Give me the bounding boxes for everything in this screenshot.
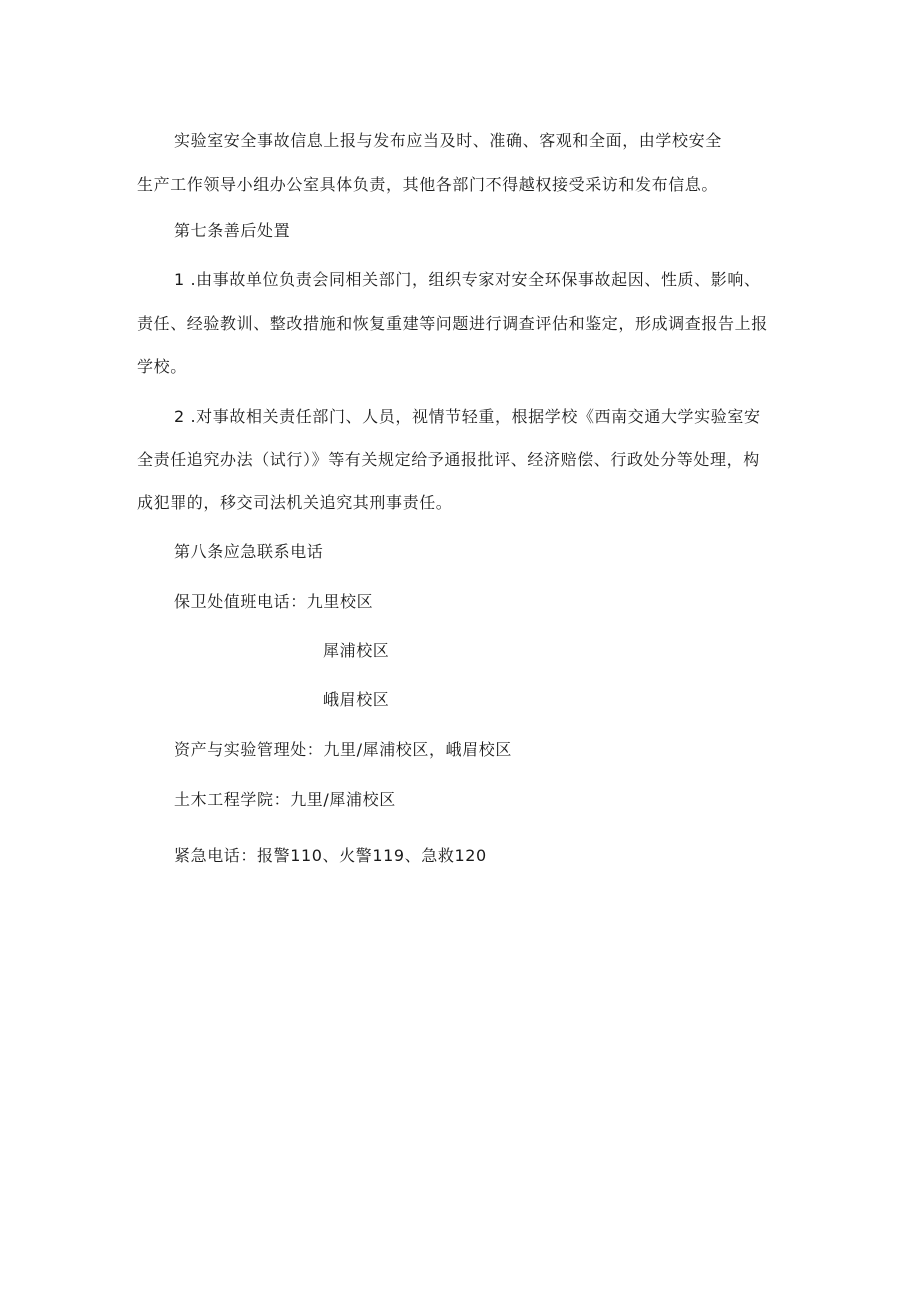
contact-xipu-campus: 犀浦校区 [323, 641, 390, 660]
item-2-line-3: 成犯罪的，移交司法机关追究其刑事责任。 [137, 493, 453, 512]
item-2-line-2: 全责任追究办法（试行）》等有关规定给予通报批评、经济赔偿、行政处分等处理，构 [137, 450, 760, 469]
contact-security-office: 保卫处值班电话：九里校区 [174, 592, 374, 611]
item-1-line-3: 学校。 [137, 357, 187, 376]
contact-asset-lab-management: 资产与实验管理处：九里/犀浦校区，峨眉校区 [174, 740, 512, 759]
item-1-line-2: 责任、经验教训、整改措施和恢复重建等问题进行调查评估和鉴定，形成调查报告上报 [137, 314, 768, 333]
paragraph-report-line-1: 实验室安全事故信息上报与发布应当及时、准确、客观和全面，由学校安全 [174, 131, 722, 150]
section-heading-article-7: 第七条善后处置 [174, 221, 291, 240]
contact-civil-engineering: 土木工程学院：九里/犀浦校区 [174, 790, 396, 809]
contact-emei-campus: 峨眉校区 [323, 690, 390, 709]
section-heading-article-8: 第八条应急联系电话 [174, 542, 324, 561]
paragraph-report-line-2: 生产工作领导小组办公室具体负责，其他各部门不得越权接受采访和发布信息。 [137, 175, 719, 194]
item-1-line-1: 1 .由事故单位负责会同相关部门，组织专家对安全环保事故起因、性质、影响、 [174, 270, 761, 289]
contact-emergency-numbers: 紧急电话：报警110、火警119、急救120 [174, 846, 487, 865]
item-2-line-1: 2 .对事故相关责任部门、人员，视情节轻重，根据学校《西南交通大学实验室安 [174, 407, 761, 426]
